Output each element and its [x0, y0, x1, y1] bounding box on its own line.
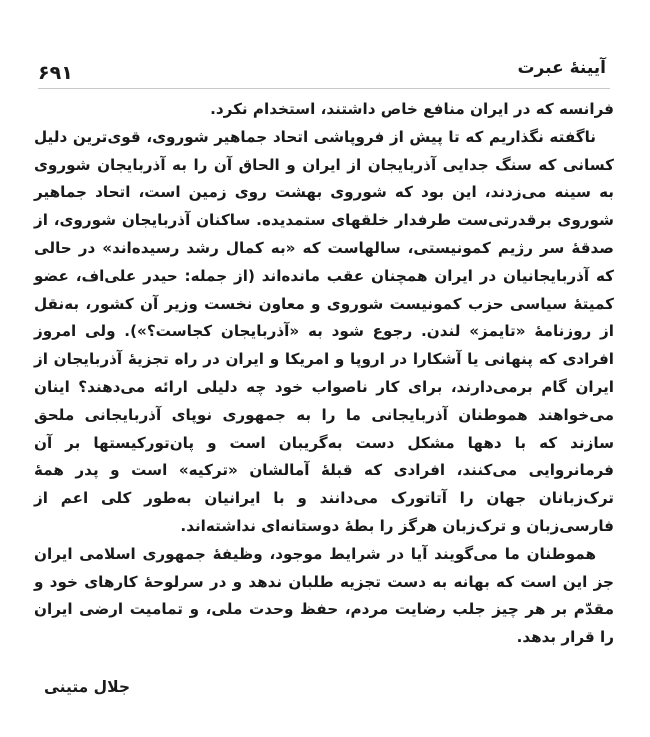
paragraph-main: ناگفته نگذاریم که تا پیش از فروپاشی اتحاد جماهیر شوروی، قوی‌ترین دلیل کسانی که سنگ جدایی آذربایجان از ایران و الحاق آن را به آذربایجان شوروی به سینه می‌زدند، این بود که شوروی بهشت روی زمین است، اتحاد جماهیر شوروی برقدرتی‌ست طرفدار خلقهای ستمدیده. ساکنان آذربایجان شوروی، از صدقهٔ سر رژیم کمونیستی، سالهاست که «به کمال رشد رسیده‌اند» در حالی که آذربایجانیان در ایران همچنان عقب مانده‌اند (از جمله: حیدر علی‌اف، عضو کمیتهٔ سیاسی حزب کمونیست شوروی و معاون نخست وزیر آن کشور، به‌نقل از روزنامهٔ «تایمز» لندن. رجوع شود به «آذربایجان کجاست؟»). ولی امروز افرادی که پنهانی یا آشکارا در اروپا و امریکا و ایران در راه تجزیهٔ آذربایجان از ایران گام برمی‌دارند، برای کار ناصواب خود چه دلیلی ارائه می‌دهند؟ اینان می‌خواهند هموطنان آذربایجانی ما را به جمهوری نوپای آذربایجانی ملحق سازند که با دهها مشکل دست به‌گریبان است و پان‌تورکیستها بر آن فرمانروایی می‌کنند، افرادی که قبلهٔ آمالشان «ترکیه» است و پدر همهٔ ترک‌زبانان جهان را آتاتورک می‌دانند و با ایرانیان به‌طور کلی اعم از فارسی‌زبان و ترک‌زبان هرگز را بطهٔ دوستانه‌ای نداشته‌اند. — [34, 127, 614, 535]
paragraph-conclusion: هموطنان ما می‌گویند آیا در شرایط موجود، وظیفهٔ جمهوری اسلامی ایران جز این است که بهانه به دست تجزیه طلبان ندهد و در سرلوحهٔ کارهای خود و مقدّم بر هر چیز جلب رضایت مردم، حفظ وحدت ملی، و تمامیت ارضی ایران را قرار بدهد. — [34, 544, 614, 647]
body-text — [34, 96, 614, 652]
header-divider — [38, 88, 610, 89]
running-title: آیینهٔ عبرت — [517, 58, 606, 78]
paragraph-intro: فرانسه که در ایران منافع خاص داشتند، استخدام نکرد. — [210, 100, 614, 118]
author-signature: جلال متینی — [44, 678, 131, 696]
page-header — [38, 58, 606, 88]
page-number: ۶۹۱ — [38, 62, 73, 84]
